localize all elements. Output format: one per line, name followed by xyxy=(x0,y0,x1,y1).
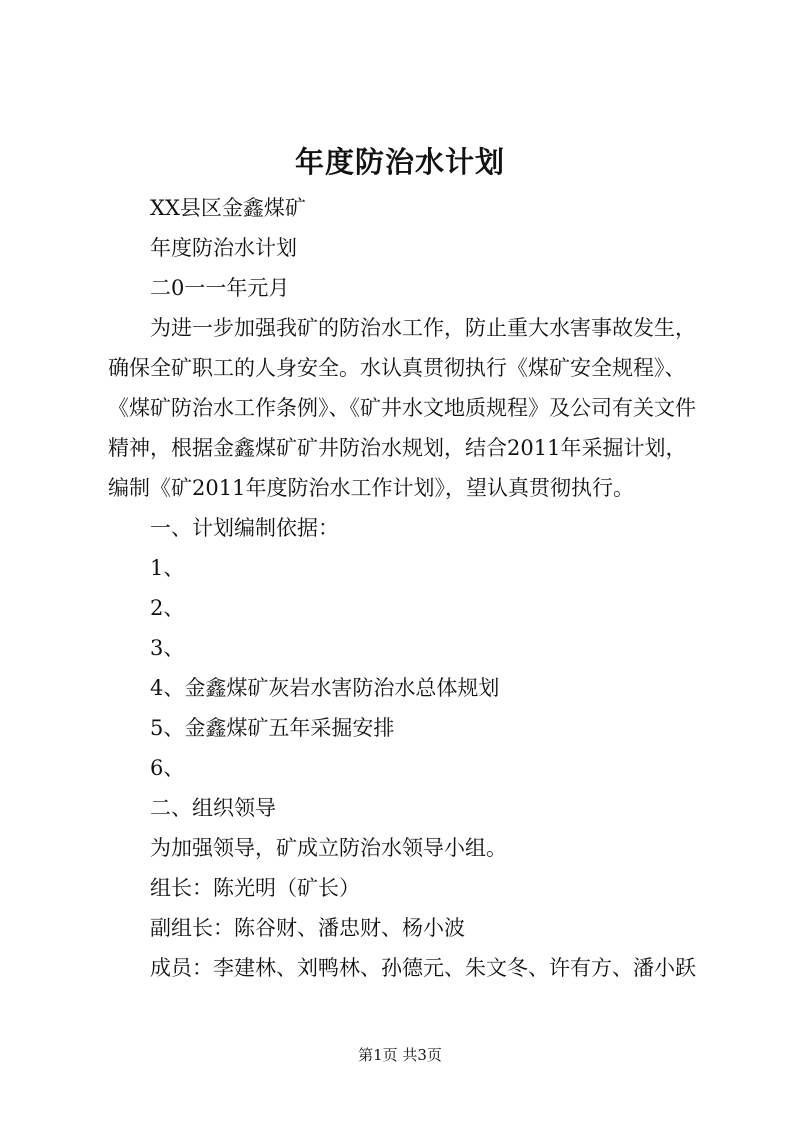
intro-line: 《煤矿防治水工作条例》、《矿井水文地质规程》及公司有关文件 xyxy=(108,396,696,420)
section1-item: 1、 xyxy=(150,556,185,580)
section1-item: 6、 xyxy=(150,756,185,780)
page-number-footer: 第1页 共3页 xyxy=(358,1046,442,1064)
section1-heading: 一、计划编制依据： xyxy=(150,516,339,540)
members-line: 成员：李建林、刘鸭林、孙德元、朱文冬、许有方、潘小跃 xyxy=(150,956,696,980)
intro-line: 编制《矿2011年度防治水工作计划》，望认真贯彻执行。 xyxy=(108,476,634,500)
intro-line: 确保全矿职工的人身安全。水认真贯彻执行《煤矿安全规程》、 xyxy=(108,356,686,380)
section1-item: 2、 xyxy=(150,596,185,620)
leader-line: 组长：陈光明（矿长） xyxy=(150,876,360,900)
org-name-line: XX县区金鑫煤矿 xyxy=(150,196,306,220)
section1-item: 3、 xyxy=(150,636,185,660)
section1-item: 4、金鑫煤矿灰岩水害防治水总体规划 xyxy=(150,676,500,700)
date-line: 二0一一年元月 xyxy=(150,276,290,300)
deputy-leader-line: 副组长：陈谷财、潘忠财、杨小波 xyxy=(150,916,465,940)
plan-name-line: 年度防治水计划 xyxy=(150,236,297,260)
section2-line: 为加强领导，矿成立防治水领导小组。 xyxy=(150,836,507,860)
section1-item: 5、金鑫煤矿五年采掘安排 xyxy=(150,716,395,740)
document-title: 年度防治水计划 xyxy=(294,145,505,179)
intro-line: 为进一步加强我矿的防治水工作，防止重大水害事故发生， xyxy=(150,316,696,340)
document-body xyxy=(108,188,708,988)
intro-paragraph xyxy=(108,308,708,508)
intro-line: 精神，根据金鑫煤矿矿井防治水规划，结合2011年采掘计划， xyxy=(108,436,687,460)
section2-heading: 二、组织领导 xyxy=(150,796,276,820)
